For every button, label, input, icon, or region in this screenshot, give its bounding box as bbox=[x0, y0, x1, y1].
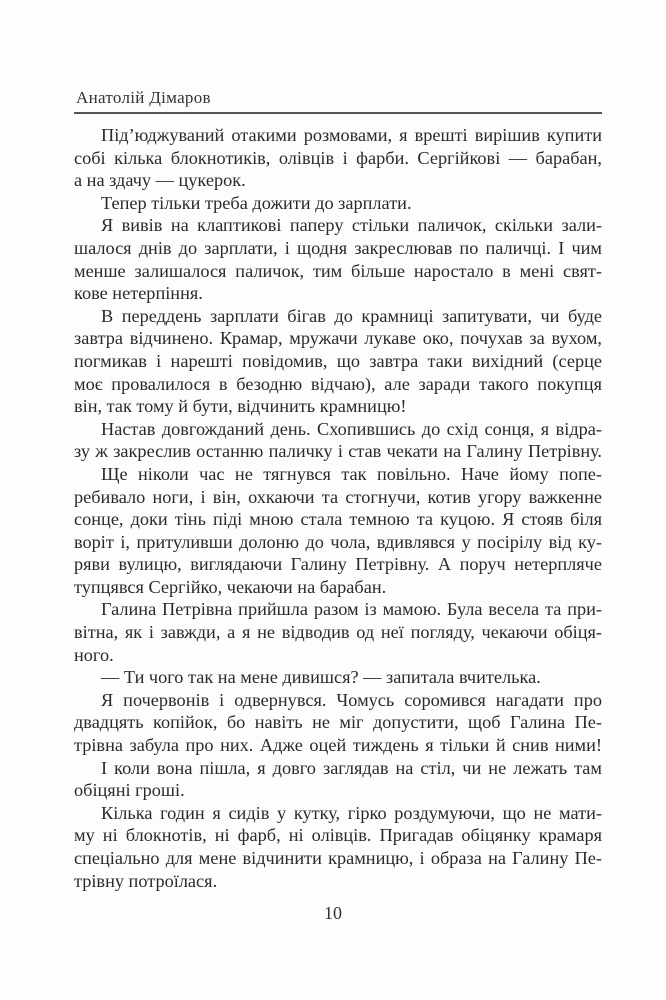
text-line: кове нетерпіння. bbox=[74, 283, 203, 304]
text-line: трівна забула про них. Адже оцей тиждень я тільки й снив ними! bbox=[74, 735, 602, 756]
author-name: Анатолій Дімаров bbox=[76, 88, 211, 107]
text-line: Кілька годин я сидів у кутку, гірко роздумуючи, що не мати- bbox=[101, 802, 602, 823]
text-line: вітна, як і завжди, а я не відводив од неї погляду, чекаючи обіця- bbox=[74, 622, 602, 643]
text-line: В переддень зарплати бігав до крамниці запитувати, чи буде bbox=[101, 305, 602, 326]
text-line: трівну потроїлася. bbox=[74, 870, 218, 891]
text-line: а на здачу — цукерок. bbox=[74, 170, 246, 191]
text-line: моє провалилося в безодню відчаю), але заради такого покупця bbox=[74, 373, 602, 394]
text-line: Тепер тільки треба дожити до зарплати. bbox=[101, 192, 412, 213]
text-line: Галина Петрівна прийшла разом із мамою. Була весела та при- bbox=[101, 599, 602, 620]
page-body bbox=[74, 124, 602, 892]
text-line: тупцявся Сергійко, чекаючи на барабан. bbox=[74, 576, 387, 597]
text-line: му ні блокнотів, ні фарб, ні олівців. Пригадав обіцянку крамаря bbox=[74, 825, 602, 846]
text-line: менше залишалося паличок, тим більше наростало в мені свят- bbox=[74, 260, 602, 281]
text-line: він, так тому й бути, відчинить крамницю! bbox=[74, 396, 407, 417]
text-line: Я почервонів і одвернувся. Чомусь соромився нагадати про bbox=[101, 689, 602, 710]
text-line: Настав довгожданий день. Схопившись до схід сонця, я відра- bbox=[101, 418, 602, 439]
text-line: сонце, доки тінь піді мною стала темною та куцою. Я стояв біля bbox=[74, 509, 602, 530]
text-line: І коли вона пішла, я довго заглядав на стіл, чи не лежать там bbox=[101, 757, 602, 778]
text-line: шалося днів до зарплати, і щодня закреслював по паличці. І чим bbox=[74, 237, 602, 258]
text-line: зу ж закреслив останню паличку і став чекати на Галину Петрівну. bbox=[74, 441, 602, 462]
text-line: — Ти чого так на мене дивишся? — запитала вчителька. bbox=[101, 667, 541, 688]
page-number: 10 bbox=[324, 903, 342, 923]
text-line: спеціально для мене відчинити крамницю, і образа на Галину Пе- bbox=[74, 848, 602, 868]
text-line: двадцять копійок, бо навіть не міг допустити, щоб Галина Пе- bbox=[74, 712, 602, 733]
text-line: погмикав і нарешті повідомив, що завтра таки вихідний (серце bbox=[74, 350, 602, 371]
text-line: ребивало ноги, і він, охкаючи та стогнучи, котив угору важкенне bbox=[74, 486, 602, 507]
text-line: воріт і, притуливши долоню до чола, вдивлявся у посірілу від ку- bbox=[74, 531, 602, 552]
text-line: ряви вулицю, виглядаючи Галину Петрівну. А поруч нетерпляче bbox=[74, 554, 602, 575]
running-header bbox=[74, 84, 602, 114]
text-line: Я вивів на клаптикові паперу стільки паличок, скільки зали- bbox=[101, 215, 602, 236]
text-line: Під’юджуваний отакими розмовами, я врешті вирішив купити bbox=[101, 125, 602, 145]
text-line: завтра відчинено. Крамар, мружачи лукаве око, почухав за вухом, bbox=[74, 328, 602, 349]
text-line: собі кілька блокнотиків, олівців і фарби. Сергійкові — барабан, bbox=[74, 147, 602, 168]
text-line: Ще ніколи час не тягнувся так повільно. Наче йому попе- bbox=[101, 463, 602, 484]
text-line: ного. bbox=[74, 644, 114, 665]
text-line: обіцяні гроші. bbox=[74, 780, 185, 801]
